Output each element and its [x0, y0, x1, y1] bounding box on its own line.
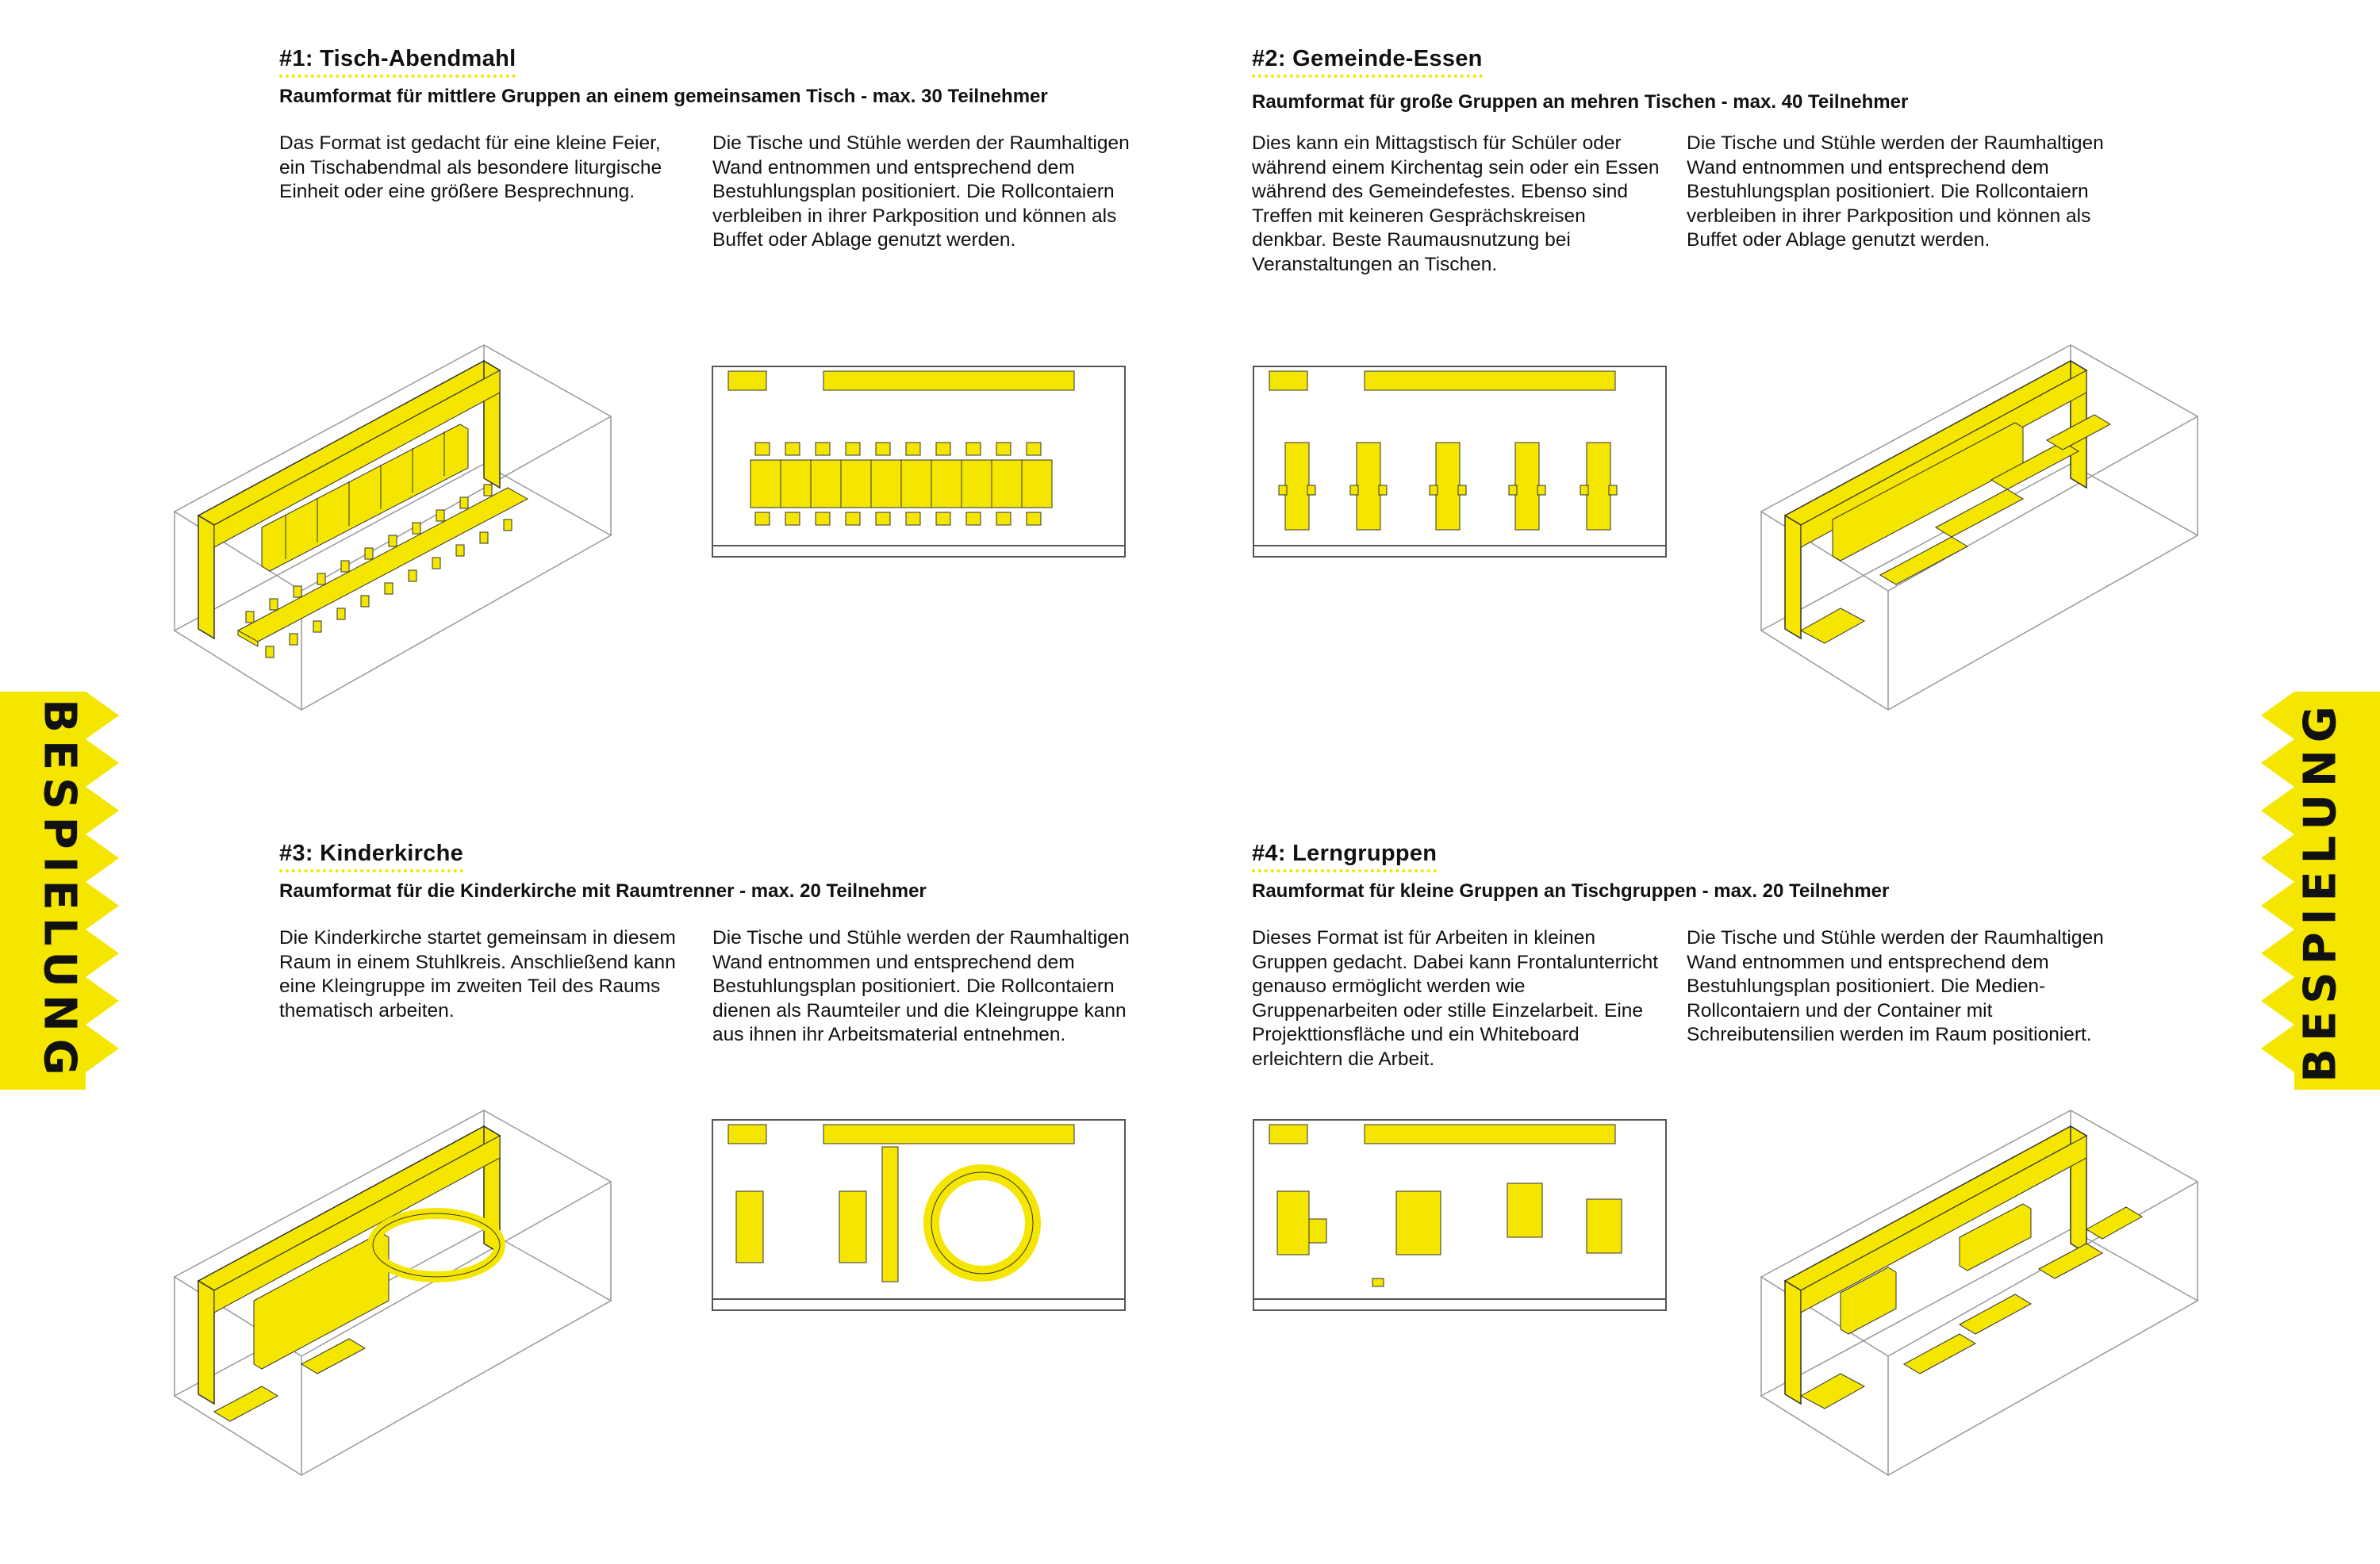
side-label-text-left: BESPIELUNG: [33, 699, 86, 1083]
section-1-title: #1: Tisch-Abendmahl: [279, 46, 516, 78]
isometric-room-3: [167, 1094, 611, 1475]
section-4-subtitle: Raumformat für kleine Gruppen an Tischgruppen - max. 20 Teilnehmer: [1252, 880, 1890, 902]
section-3-title: #3: Kinderkirche: [279, 841, 463, 872]
isometric-room-1: [167, 329, 611, 710]
section-3-text-right: Die Tische und Stühle werden der Raumhaltigen Wand entnommen und entsprechend dem Bestuhlungsplan positioniert. Die Rollcontaiern dienen als Raumteiler und die Kleingruppe kann aus ihnen ihr Arbeitsmaterial entnehmen.: [712, 927, 1130, 1045]
section-4-text-right: Die Tische und Stühle werden der Raumhaltigen Wand entnommen und entsprechend dem Bestuhlungsplan positioniert. Die Medien-Rollcontaiern und der Container mit Schreibutensilien werden im Raum positioniert.: [1687, 927, 2104, 1045]
section-2-subtitle: Raumformat für große Gruppen an mehren Tischen - max. 40 Teilnehmer: [1252, 91, 1909, 113]
section-1-text-right: Die Tische und Stühle werden der Raumhaltigen Wand entnommen und entsprechend dem Bestuhlungsplan positioniert. Die Rollcontaiern verbleiben in ihrer Parkposition und können als Buffet oder Ablage genutzt werden.: [712, 132, 1130, 251]
section-3-text-left: Die Kinderkirche startet gemeinsam in diesem Raum in einem Stuhlkreis. Anschließend kann eine Kleingruppe im zweiten Teil des Raums thematisch arbeiten.: [279, 927, 676, 1022]
isometric-room-2: [1753, 329, 2198, 710]
section-4-title: #4: Lerngruppen: [1252, 841, 1437, 872]
section-4-text-left: Dieses Format ist für Arbeiten in kleinen Gruppen gedacht. Dabei kann Frontalunterricht genauso ermöglicht werden wie Gruppenarbeiten oder stille Einzelarbeit. Eine Projekttionsfläche und ein Whiteboard erleichtern die Arbeit.: [1252, 927, 1659, 1070]
section-3-subtitle: Raumformat für die Kinderkirche mit Raumtrenner - max. 20 Teilnehmer: [279, 880, 927, 902]
isometric-room-4: [1753, 1094, 2198, 1475]
section-2-text-left: Dies kann ein Mittagstisch für Schüler oder während einem Kirchentag sein oder ein Essen während des Gemeindefestes. Ebenso sind Treffen mit keineren Gesprächskreisen denkbar. Beste Raumausnutzung bei Veranstaltungen an Tischen.: [1252, 132, 1660, 275]
side-label-text-right: BESPIELUNG: [2294, 699, 2347, 1083]
section-1-subtitle: Raumformat für mittlere Gruppen an einem gemeinsamen Tisch - max. 30 Teilnehmer: [279, 86, 1048, 107]
section-1-text-left: Das Format ist gedacht für eine kleine Feier, ein Tischabendmal als besondere liturgische Einheit oder eine größere Besprechnung.: [279, 132, 662, 202]
floor-plan-2: [1253, 366, 1666, 573]
section-2-text-right: Die Tische und Stühle werden der Raumhaltigen Wand entnommen und entsprechend dem Bestuhlungsplan positioniert. Die Rollcontaiern verbleiben in ihrer Parkposition und können als Buffet oder Ablage genutzt werden.: [1687, 132, 2104, 251]
floor-plan-3: [712, 1120, 1125, 1326]
floor-plan-4: [1253, 1120, 1666, 1326]
section-2-title: #2: Gemeinde-Essen: [1252, 46, 1483, 78]
side-label-left: [0, 692, 119, 1090]
side-label-right: [2261, 692, 2380, 1090]
floor-plan-1: [712, 366, 1125, 573]
